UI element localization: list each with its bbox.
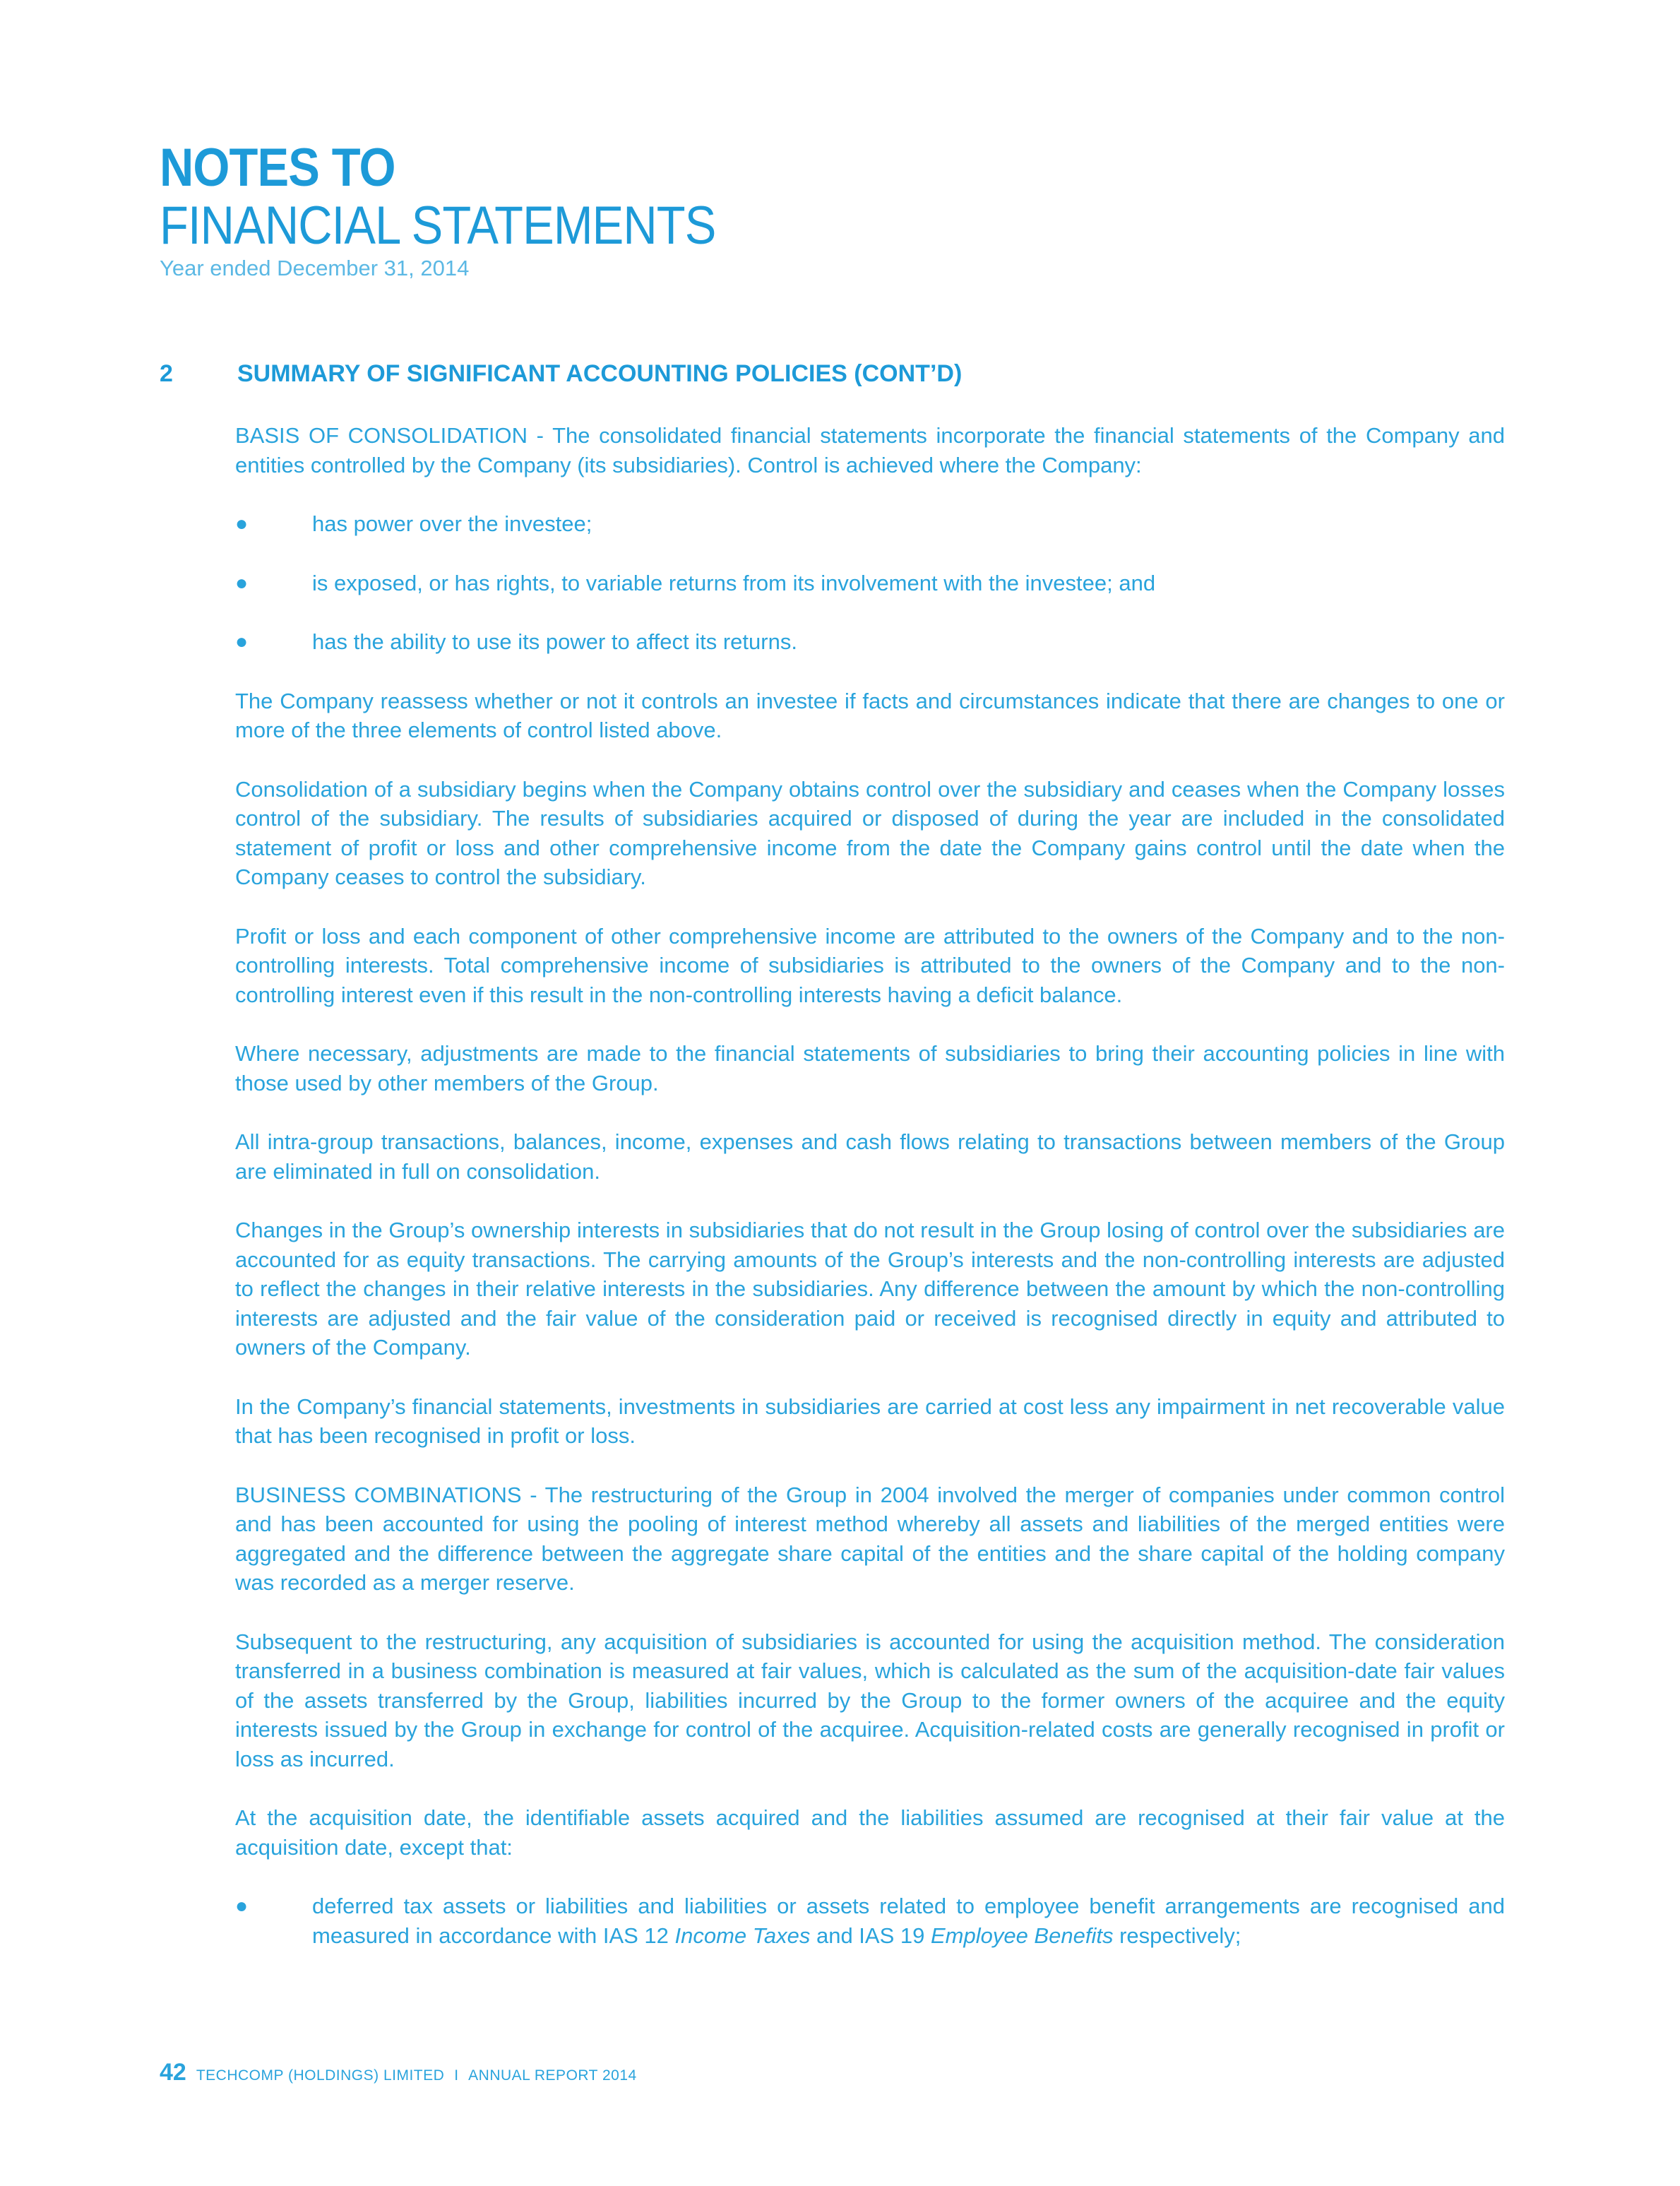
text-run: and IAS 19 xyxy=(810,1923,931,1948)
paragraph-consolidation-timing: Consolidation of a subsidiary begins when the Company obtains control over the subsidiary and ceases when the Company losses control of the subsidiary. The results of subsidiaries acquired or disposed of during the year are included in the consolidated statement of profit or loss and other comprehensive income from the date the Company gains control until the date when the Company ceases to control the subsidiary. xyxy=(235,776,1505,889)
list-item-text: has power over the investee; xyxy=(312,511,592,536)
footer-company: TECHCOMP (HOLDINGS) LIMITED xyxy=(196,2067,445,2084)
paragraph-business-combinations: BUSINESS COMBINATIONS - The restructuring of the Group in 2004 involved the merger of companies under common control and has been accounted for using the pooling of interest method whereby all assets and liabilities of the merged entities were aggregated and the difference between the aggregate share capital of the entities and the share capital of the holding company was recorded as a merger reserve. xyxy=(235,1482,1505,1595)
list-item-text: is exposed, or has rights, to variable returns from its involvement with the investee; and xyxy=(312,570,1156,595)
bullet-icon: ● xyxy=(235,1894,249,1918)
page-header xyxy=(160,138,792,281)
section-number: 2 xyxy=(160,360,173,387)
page-title-bold: NOTES TO xyxy=(160,138,395,198)
notes-body xyxy=(235,421,1505,1980)
page-footer xyxy=(160,2059,637,2086)
bullet-icon: ● xyxy=(235,630,249,653)
page-subtitle: Year ended December 31, 2014 xyxy=(160,256,470,280)
paragraph-adjustments: Where necessary, adjustments are made to the financial statements of subsidiaries to bring their accounting policies in line with those used by other members of the Group. xyxy=(235,1041,1505,1095)
footer-separator: I xyxy=(454,2067,459,2084)
paragraph-ownership-changes: Changes in the Group’s ownership interests in subsidiaries that do not result in the Group losing of control over the subsidiaries are accounted for as equity transactions. The carrying amounts of the Group’s interests and the non-controlling interests are adjusted to reflect the changes in their relative interests in the subsidiaries. Any difference between the amount by which the non-controlling interests are adjusted and the fair value of the consideration paid or received is recognised directly in equity and attributed to owners of the Company. xyxy=(235,1218,1505,1360)
bullet-icon: ● xyxy=(235,571,249,595)
section-heading xyxy=(160,360,962,388)
text-run: respectively; xyxy=(1113,1923,1241,1948)
list-item-text: has the ability to use its power to affect its returns. xyxy=(312,629,797,654)
page-title-light: FINANCIAL STATEMENTS xyxy=(160,196,716,256)
paragraph-acquisition-method: Subsequent to the restructuring, any acquisition of subsidiaries is accounted for using the acquisition method. The consideration transferred in a business combination is measured at fair values, which is calculated as the sum of the acquisition-date fair values of the assets transferred by the Group, liabilities incurred by the Group to the former owners of the acquiree and the equity interests issued by the Group in exchange for control of the acquiree. Acquisition-related costs are generally recognised in profit or loss as incurred. xyxy=(235,1629,1505,1771)
list-item xyxy=(235,627,1505,657)
paragraph-intra-group: All intra-group transactions, balances, income, expenses and cash flows relating to transactions between members of the Group are eliminated in full on consolidation. xyxy=(235,1129,1505,1184)
standard-title: Employee Benefits xyxy=(930,1923,1114,1948)
list-item xyxy=(235,1891,1505,1950)
paragraph-basis-of-consolidation: BASIS OF CONSOLIDATION - The consolidated financial statements incorporate the financial statements of the Company and entities controlled by the Company (its subsidiaries). Control is achieved where the Company: xyxy=(235,423,1505,477)
paragraph-company-investments: In the Company’s financial statements, investments in subsidiaries are carried at cost less any impairment in net recoverable value that has been recognised in profit or loss. xyxy=(235,1394,1505,1448)
list-item xyxy=(235,509,1505,539)
paragraph-reassess-control: The Company reassess whether or not it controls an investee if facts and circumstances indicate that there are changes to one or more of the three elements of control listed above. xyxy=(235,688,1505,742)
page-number: 42 xyxy=(160,2059,186,2086)
paragraph-acquisition-date: At the acquisition date, the identifiable assets acquired and the liabilities assumed are recognised at their fair value at the acquisition date, except that: xyxy=(235,1805,1505,1860)
text-run: deferred tax assets or liabilities and liabilities or assets related to employee benefit arrangements are recognised and measured in accordance with IAS 12 xyxy=(312,1894,1505,1948)
list-item xyxy=(235,569,1505,598)
list-item-text xyxy=(312,1894,1505,1948)
footer-report-title: ANNUAL REPORT 2014 xyxy=(468,2067,637,2084)
paragraph-profit-attribution: Profit or loss and each component of other comprehensive income are attributed to the owners of the Company and to the non-controlling interests. Total comprehensive income of subsidiaries is attributed to the owners of the Company and to the non-controlling interest even if this result in the non-controlling interests having a deficit balance. xyxy=(235,923,1505,1007)
standard-title: Income Taxes xyxy=(674,1923,811,1948)
bullet-icon: ● xyxy=(235,512,249,535)
section-title: SUMMARY OF SIGNIFICANT ACCOUNTING POLICIES (CONT’D) xyxy=(237,360,963,387)
